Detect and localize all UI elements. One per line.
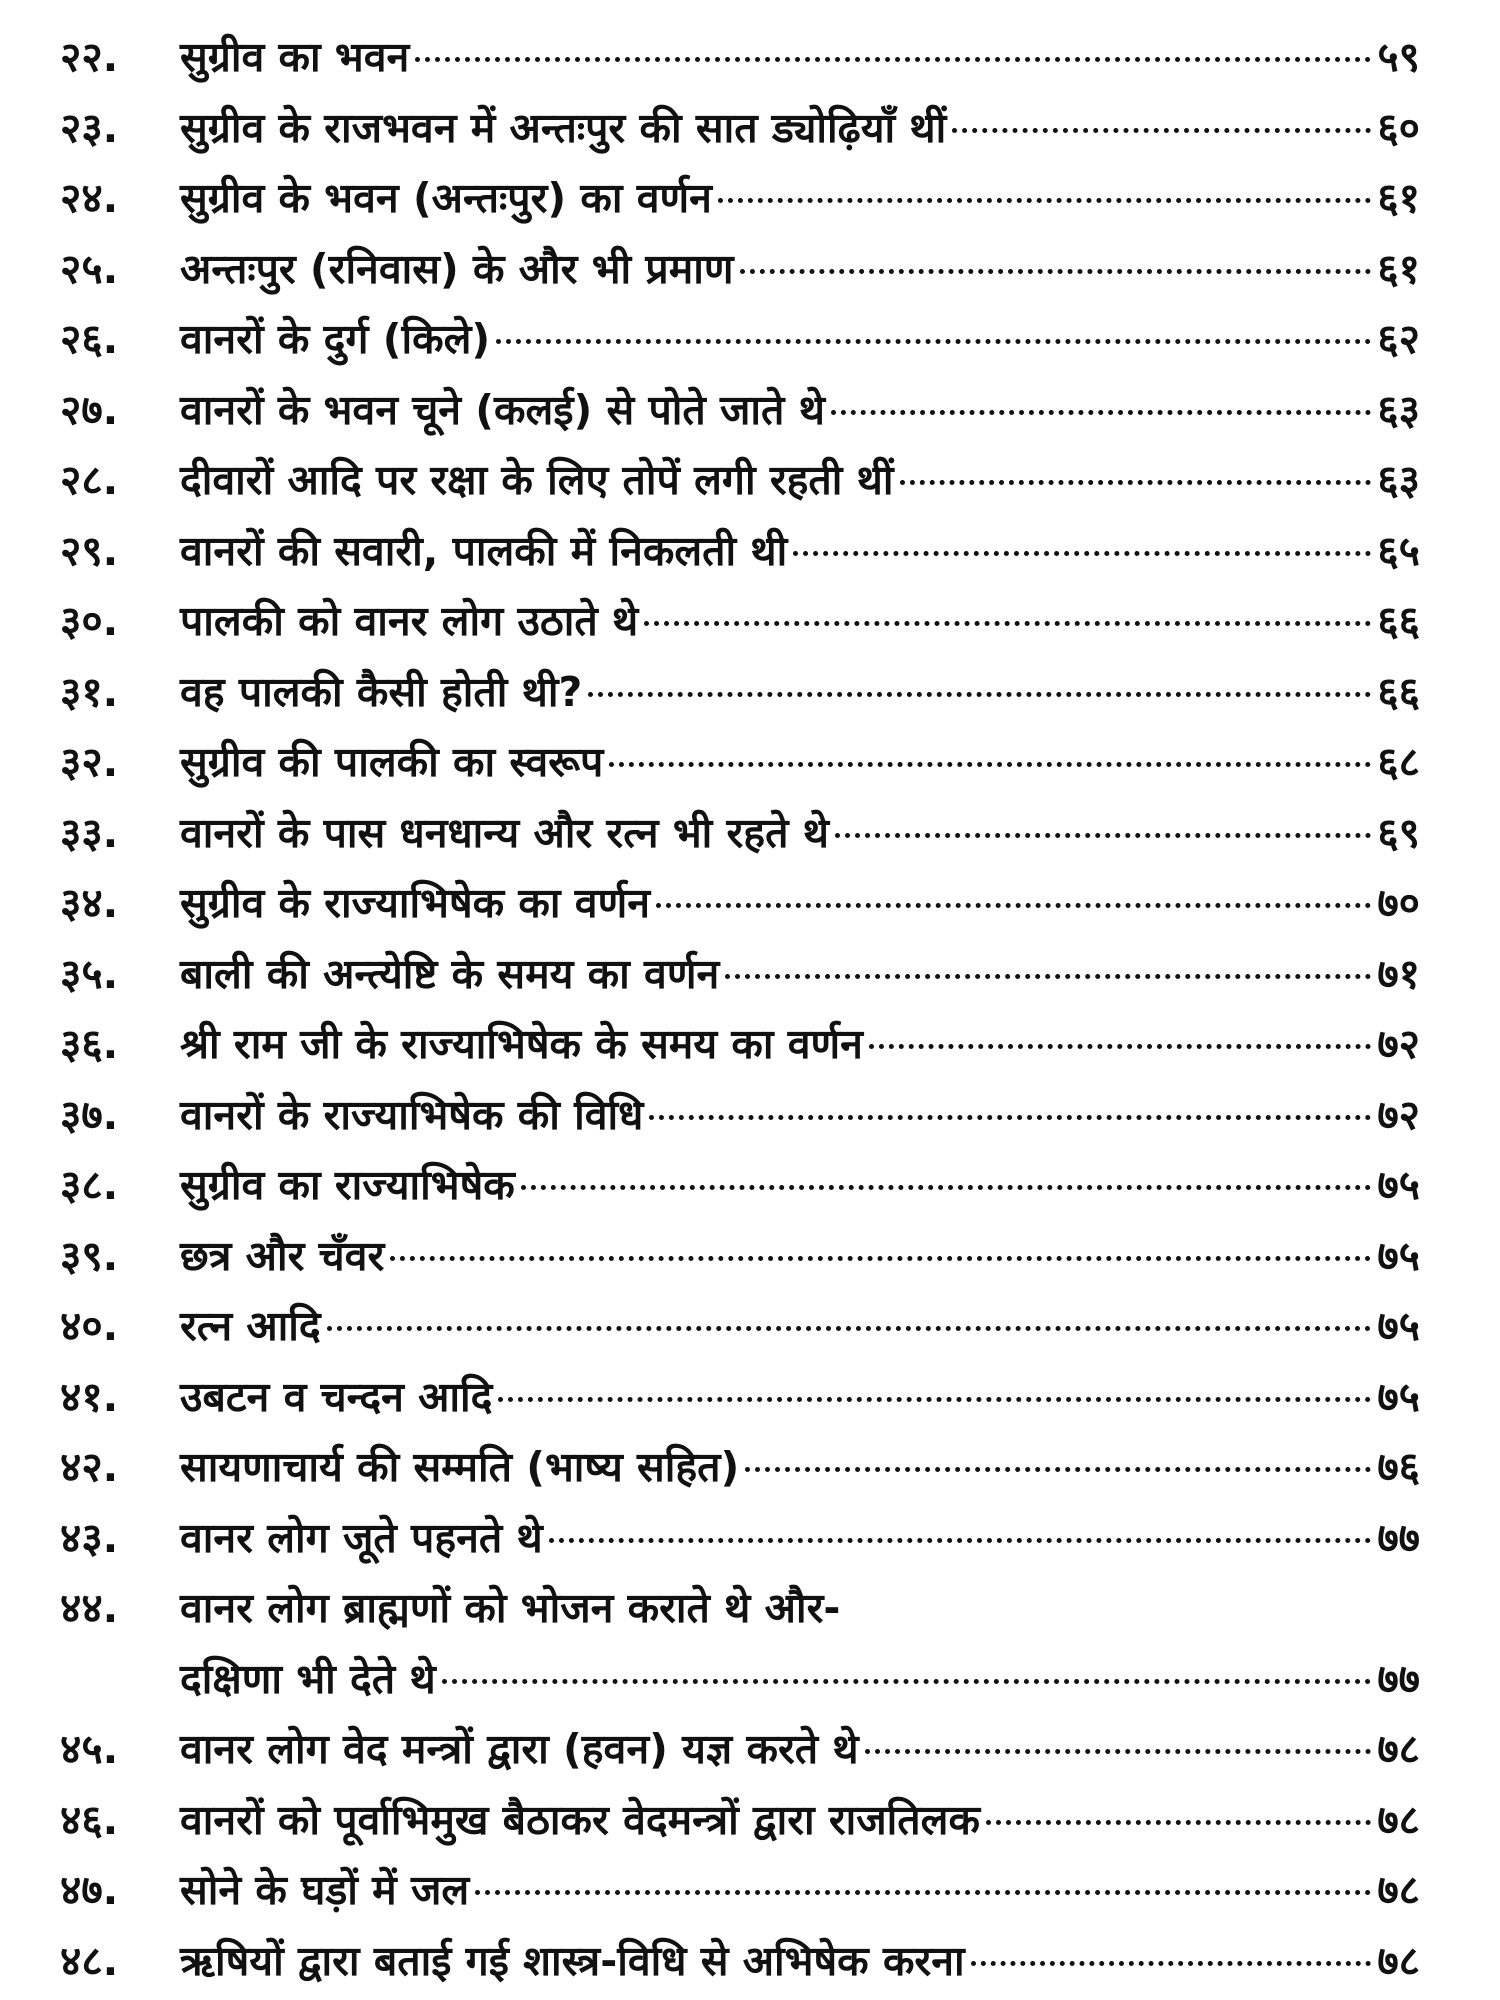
dot-leader (390, 1256, 1371, 1261)
entry-number: ३८. (60, 1161, 119, 1209)
entry-number: ३५. (60, 949, 119, 998)
dot-leader (900, 480, 1372, 485)
entry-number: ४३. (60, 1513, 119, 1562)
toc-entry-31 (60, 657, 1420, 728)
entry-number: ४४. (60, 1584, 119, 1632)
entry-title: श्री राम जी के राज्याभिषेक के समय का वर्णन (180, 1020, 863, 1068)
entry-title: वानर लोग ब्राह्मणों को भोजन कराते थे और- (180, 1584, 841, 1632)
entry-page: ७५ (1377, 1231, 1420, 1280)
toc-entry-33 (60, 798, 1420, 869)
dot-leader (442, 1679, 1372, 1684)
entry-page: ६३ (1377, 456, 1420, 504)
entry-page: ७६ (1377, 1443, 1420, 1491)
entry-page: ६२ (1377, 315, 1420, 363)
dot-leader (475, 1890, 1371, 1895)
entry-title: वानर लोग वेद मन्त्रों द्वारा (हवन) यज्ञ करते थे (180, 1725, 859, 1773)
entry-title: वानरों को पूर्वाभिमुख बैठाकर वेदमन्त्रों द्वारा राजतिलक (180, 1795, 980, 1844)
entry-number: ३०. (60, 597, 119, 645)
toc-entry-35 (60, 939, 1420, 1010)
entry-number: ३२. (60, 738, 119, 786)
entry-title: वानरों के पास धनधान्य और रत्न भी रहते थे (180, 808, 829, 857)
entry-page: ६८ (1377, 738, 1420, 786)
dot-leader (745, 1467, 1371, 1472)
dot-leader (740, 269, 1372, 274)
toc-entry-40 (60, 1291, 1420, 1362)
dot-leader (496, 339, 1371, 344)
entry-title: सुग्रीव के राजभवन में अन्तःपुर की सात ड्योढ़ियाँ थीं (180, 103, 947, 152)
entry-title: पालकी को वानर लोग उठाते थे (180, 597, 639, 645)
entry-title: वह पालकी कैसी होती थी? (180, 667, 583, 716)
entry-title: सुग्रीव के राज्याभिषेक का वर्णन (180, 879, 651, 927)
entry-title: सायणाचार्य की सम्मति (भाष्य सहित) (180, 1443, 740, 1491)
toc-entry-45 (60, 1714, 1420, 1785)
entry-page: ७७ (1377, 1654, 1420, 1703)
entry-title: दीवारों आदि पर रक्षा के लिए तोपें लगी रहती थीं (180, 456, 894, 504)
toc-entry-39 (60, 1221, 1420, 1292)
entry-page: ७२ (1377, 1090, 1420, 1139)
dot-leader (521, 1185, 1372, 1190)
entry-page: ७८ (1377, 1866, 1420, 1914)
entry-title: ऋषियों द्वारा बताई गई शास्त्र-विधि से अभिषेक करना (180, 1936, 965, 1985)
entry-page: ६६ (1377, 667, 1420, 716)
dot-leader (952, 128, 1371, 133)
entry-page: ६५ (1377, 526, 1420, 575)
toc-entry-48 (60, 1926, 1420, 1997)
toc-entry-32 (60, 727, 1420, 798)
entry-number: २४. (60, 174, 119, 222)
dot-leader (327, 1326, 1372, 1331)
entry-number: २२. (60, 33, 119, 81)
dot-leader (549, 1538, 1372, 1543)
toc-entry-27 (60, 375, 1420, 446)
dot-leader (971, 1961, 1372, 1966)
entry-number: ४१. (60, 1372, 119, 1421)
entry-page: ७८ (1377, 1725, 1420, 1773)
toc-entry-23 (60, 93, 1420, 164)
dot-leader (718, 198, 1371, 203)
entry-number: ४६. (60, 1795, 119, 1844)
dot-leader (793, 551, 1371, 556)
entry-title: सुग्रीव के भवन (अन्तःपुर) का वर्णन (180, 174, 712, 222)
entry-page: ६१ (1377, 174, 1420, 222)
dot-leader (869, 1044, 1371, 1049)
entry-number: ४०. (60, 1302, 119, 1350)
dot-leader (644, 621, 1371, 626)
entry-number: २७. (60, 385, 119, 434)
toc-entry-43 (60, 1503, 1420, 1574)
toc-entry-47 (60, 1855, 1420, 1926)
entry-number: ३७. (60, 1090, 119, 1139)
entry-title: अन्तःपुर (रनिवास) के और भी प्रमाण (180, 244, 734, 293)
toc-entry-30 (60, 586, 1420, 657)
entry-number: ४८. (60, 1936, 119, 1985)
entry-title: सोने के घड़ों में जल (180, 1866, 470, 1914)
toc-entry-28 (60, 445, 1420, 516)
toc-entry-29 (60, 516, 1420, 587)
entry-title: छत्र और चँवर (180, 1231, 385, 1280)
entry-page: ६० (1377, 103, 1420, 152)
entry-title: वानरों के दुर्ग (किले) (180, 315, 491, 363)
dot-leader (609, 762, 1371, 767)
toc-entry-37 (60, 1080, 1420, 1151)
table-of-contents (60, 22, 1420, 1996)
dot-leader (831, 410, 1371, 415)
toc-entry-24 (60, 163, 1420, 234)
toc-entry-34 (60, 868, 1420, 939)
entry-number: ३६. (60, 1020, 119, 1068)
toc-entry-46 (60, 1785, 1420, 1856)
toc-entry-22 (60, 22, 1420, 93)
entry-number: ३४. (60, 879, 119, 927)
entry-title: वानर लोग जूते पहनते थे (180, 1513, 543, 1562)
dot-leader (649, 1115, 1371, 1120)
entry-page: ७५ (1377, 1372, 1420, 1421)
entry-number: ४२. (60, 1443, 119, 1491)
entry-page: ६३ (1377, 385, 1420, 434)
dot-leader (498, 1397, 1371, 1402)
entry-page: ६६ (1377, 597, 1420, 645)
entry-title: वानरों के राज्याभिषेक की विधि (180, 1090, 644, 1139)
entry-page: ७५ (1377, 1161, 1420, 1209)
entry-title-continued: दक्षिणा भी देते थे (180, 1654, 436, 1703)
entry-title: वानरों के भवन चूने (कलई) से पोते जाते थे (180, 385, 825, 434)
dot-leader (725, 974, 1371, 979)
entry-number: २८. (60, 456, 119, 504)
entry-title: रत्न आदि (180, 1302, 321, 1350)
entry-number: २६. (60, 315, 119, 363)
entry-title: सुग्रीव का भवन (180, 33, 410, 81)
entry-title: सुग्रीव की पालकी का स्वरूप (180, 738, 604, 786)
dot-leader (986, 1820, 1371, 1825)
entry-number: ३९. (60, 1231, 119, 1280)
toc-entry-44 (60, 1573, 1420, 1644)
entry-title: उबटन व चन्दन आदि (180, 1372, 493, 1421)
entry-number: ४५. (60, 1725, 119, 1773)
dot-leader (415, 57, 1371, 62)
dot-leader (835, 833, 1371, 838)
entry-page: ६१ (1377, 244, 1420, 293)
toc-entry-36 (60, 1009, 1420, 1080)
entry-title: बाली की अन्त्येष्टि के समय का वर्णन (180, 949, 720, 998)
entry-page: ६९ (1377, 808, 1420, 857)
entry-number: २९. (60, 526, 119, 575)
toc-entry-42 (60, 1432, 1420, 1503)
entry-title: सुग्रीव का राज्याभिषेक (180, 1161, 515, 1209)
entry-number: ४७. (60, 1866, 119, 1914)
toc-entry-25 (60, 234, 1420, 305)
entry-number: ३३. (60, 808, 119, 857)
entry-page: ७५ (1377, 1302, 1420, 1350)
entry-number: ३१. (60, 667, 119, 716)
toc-entry-26 (60, 304, 1420, 375)
toc-entry-44-continued (60, 1644, 1420, 1715)
entry-number: २३. (60, 103, 119, 152)
entry-page: ७१ (1377, 949, 1420, 998)
toc-entry-41 (60, 1362, 1420, 1433)
entry-page: ५९ (1377, 33, 1420, 81)
entry-number: २५. (60, 244, 119, 293)
entry-page: ७८ (1377, 1936, 1420, 1985)
entry-title: वानरों की सवारी, पालकी में निकलती थी (180, 526, 788, 575)
entry-page: ७२ (1377, 1020, 1420, 1068)
dot-leader (656, 903, 1371, 908)
dot-leader (865, 1749, 1372, 1754)
entry-page: ७८ (1377, 1795, 1420, 1844)
entry-page: ७७ (1377, 1513, 1420, 1562)
dot-leader (588, 692, 1371, 697)
entry-page: ७० (1377, 879, 1420, 927)
toc-entry-38 (60, 1150, 1420, 1221)
